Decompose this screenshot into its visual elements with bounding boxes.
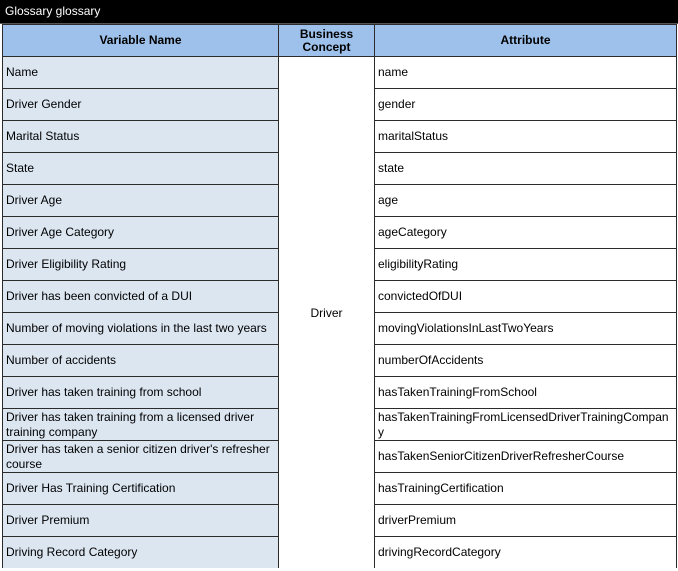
variable-name-cell[interactable]: Driver has taken training from a licensed driver training company (3, 409, 279, 441)
variable-name-cell[interactable]: Name (3, 57, 279, 89)
attribute-cell[interactable]: convictedOfDUI (375, 281, 677, 313)
attribute-cell[interactable]: hasTakenTrainingFromLicensedDriverTrainingCompany (375, 409, 677, 441)
variable-name-cell[interactable]: Driver Premium (3, 505, 279, 537)
attribute-cell[interactable]: eligibilityRating (375, 249, 677, 281)
attribute-cell[interactable]: movingViolationsInLastTwoYears (375, 313, 677, 345)
table-body (3, 57, 677, 569)
table-row (3, 57, 677, 89)
attribute-cell[interactable]: numberOfAccidents (375, 345, 677, 377)
attribute-cell[interactable]: maritalStatus (375, 121, 677, 153)
attribute-cell[interactable]: age (375, 185, 677, 217)
business-concept-cell[interactable]: Driver (279, 57, 375, 569)
header-business-concept[interactable]: Business Concept (279, 25, 375, 57)
attribute-cell[interactable]: gender (375, 89, 677, 121)
variable-name-cell[interactable]: Driver Eligibility Rating (3, 249, 279, 281)
title-bar (0, 0, 678, 24)
variable-name-cell[interactable]: Driver has taken training from school (3, 377, 279, 409)
variable-name-cell[interactable]: Marital Status (3, 121, 279, 153)
attribute-cell[interactable]: hasTakenTrainingFromSchool (375, 377, 677, 409)
attribute-cell[interactable]: state (375, 153, 677, 185)
variable-name-cell[interactable]: Number of moving violations in the last two years (3, 313, 279, 345)
attribute-cell[interactable]: driverPremium (375, 505, 677, 537)
attribute-cell[interactable]: hasTakenSeniorCitizenDriverRefresherCourse (375, 441, 677, 473)
variable-name-cell[interactable]: State (3, 153, 279, 185)
variable-name-cell[interactable]: Driver Gender (3, 89, 279, 121)
attribute-cell[interactable]: name (375, 57, 677, 89)
attribute-cell[interactable]: ageCategory (375, 217, 677, 249)
header-attribute[interactable]: Attribute (375, 25, 677, 57)
variable-name-cell[interactable]: Driver Age Category (3, 217, 279, 249)
attribute-cell[interactable]: hasTrainingCertification (375, 473, 677, 505)
sheet-title: Glossary glossary (5, 4, 101, 18)
attribute-cell[interactable]: drivingRecordCategory (375, 537, 677, 569)
variable-name-cell[interactable]: Driver Age (3, 185, 279, 217)
glossary-table (2, 24, 677, 569)
variable-name-cell[interactable]: Driver has taken a senior citizen driver's refresher course (3, 441, 279, 473)
variable-name-cell[interactable]: Driver Has Training Certification (3, 473, 279, 505)
variable-name-cell[interactable]: Driver has been convicted of a DUI (3, 281, 279, 313)
variable-name-cell[interactable]: Driving Record Category (3, 537, 279, 569)
header-variable-name[interactable]: Variable Name (3, 25, 279, 57)
variable-name-cell[interactable]: Number of accidents (3, 345, 279, 377)
